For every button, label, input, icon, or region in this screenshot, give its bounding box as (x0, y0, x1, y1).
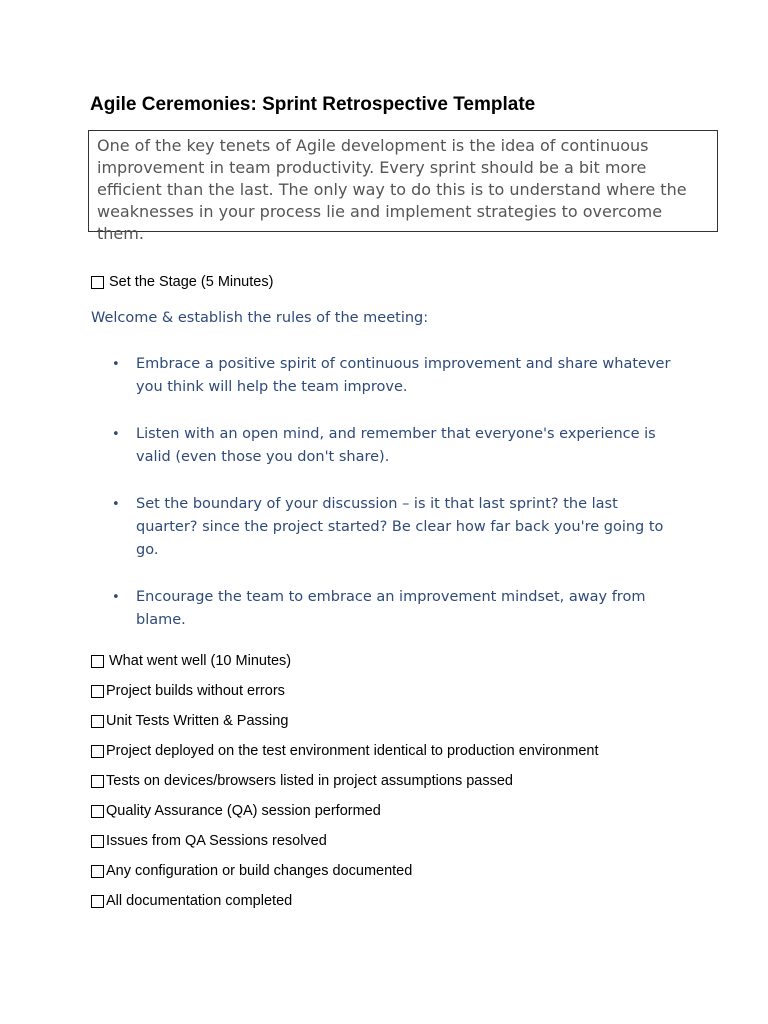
checklist-item[interactable] (91, 772, 513, 790)
checkbox[interactable] (91, 835, 104, 848)
checklist-item-label: Issues from QA Sessions resolved (106, 833, 327, 849)
checklist-item-label: Unit Tests Written & Passing (106, 713, 289, 729)
checklist-item-label: Project deployed on the test environment identical to production environment (106, 743, 599, 759)
checkbox-label: Set the Stage (5 Minutes) (109, 274, 274, 290)
checklist-item-label: Project builds without errors (106, 683, 285, 699)
checkbox[interactable] (91, 745, 104, 758)
page-title: Agile Ceremonies: Sprint Retrospective Template (90, 94, 536, 115)
set-the-stage-checkbox-row[interactable] (91, 273, 273, 291)
bullet-text: Set the boundary of your discussion – is it that last sprint? the last quarter? since the project started? Be clear how far back you're going to go. (136, 496, 664, 558)
checklist-item[interactable] (91, 712, 288, 730)
bullet-item (112, 493, 672, 562)
checkbox[interactable] (91, 655, 104, 668)
intro-text-box: One of the key tenets of Agile development is the idea of continuous improvement in team productivity. Every sprint should be a bit more efficient than the last. The only way to do this is to understand where the weaknesses in your process lie and implement strategies to overcome them. (88, 130, 718, 232)
checkbox[interactable] (91, 775, 104, 788)
checkbox[interactable] (91, 715, 104, 728)
bullet-item (112, 586, 672, 632)
checklist-item[interactable] (91, 892, 292, 910)
set-the-stage-intro: Welcome & establish the rules of the meeting: (91, 310, 429, 326)
bullet-icon: • (112, 427, 120, 442)
bullet-icon: • (112, 590, 120, 605)
checklist-item-label: Any configuration or build changes documented (106, 863, 413, 879)
bullet-text: Listen with an open mind, and remember that everyone's experience is valid (even those you don't share). (136, 426, 656, 465)
checkbox[interactable] (91, 805, 104, 818)
checkbox[interactable] (91, 276, 104, 289)
checkbox-label: What went well (10 Minutes) (109, 653, 292, 669)
checklist-item[interactable] (91, 682, 285, 700)
checklist-item[interactable] (91, 832, 327, 850)
bullet-item (112, 423, 672, 469)
checklist-item-label: Tests on devices/browsers listed in project assumptions passed (106, 773, 513, 789)
bullet-icon: • (112, 497, 120, 512)
bullet-text: Embrace a positive spirit of continuous improvement and share whatever you think will help the team improve. (136, 356, 671, 395)
bullet-icon: • (112, 357, 120, 372)
checklist-item[interactable] (91, 802, 381, 820)
checklist-item-label: All documentation completed (106, 893, 293, 909)
checkbox[interactable] (91, 685, 104, 698)
checklist-item[interactable] (91, 742, 599, 760)
checkbox[interactable] (91, 865, 104, 878)
bullet-text: Encourage the team to embrace an improvement mindset, away from blame. (136, 589, 646, 628)
checklist-item-label: Quality Assurance (QA) session performed (106, 803, 381, 819)
bullet-item (112, 353, 672, 399)
checkbox[interactable] (91, 895, 104, 908)
what-went-well-checkbox-row[interactable] (91, 652, 291, 670)
checklist-item[interactable] (91, 862, 412, 880)
